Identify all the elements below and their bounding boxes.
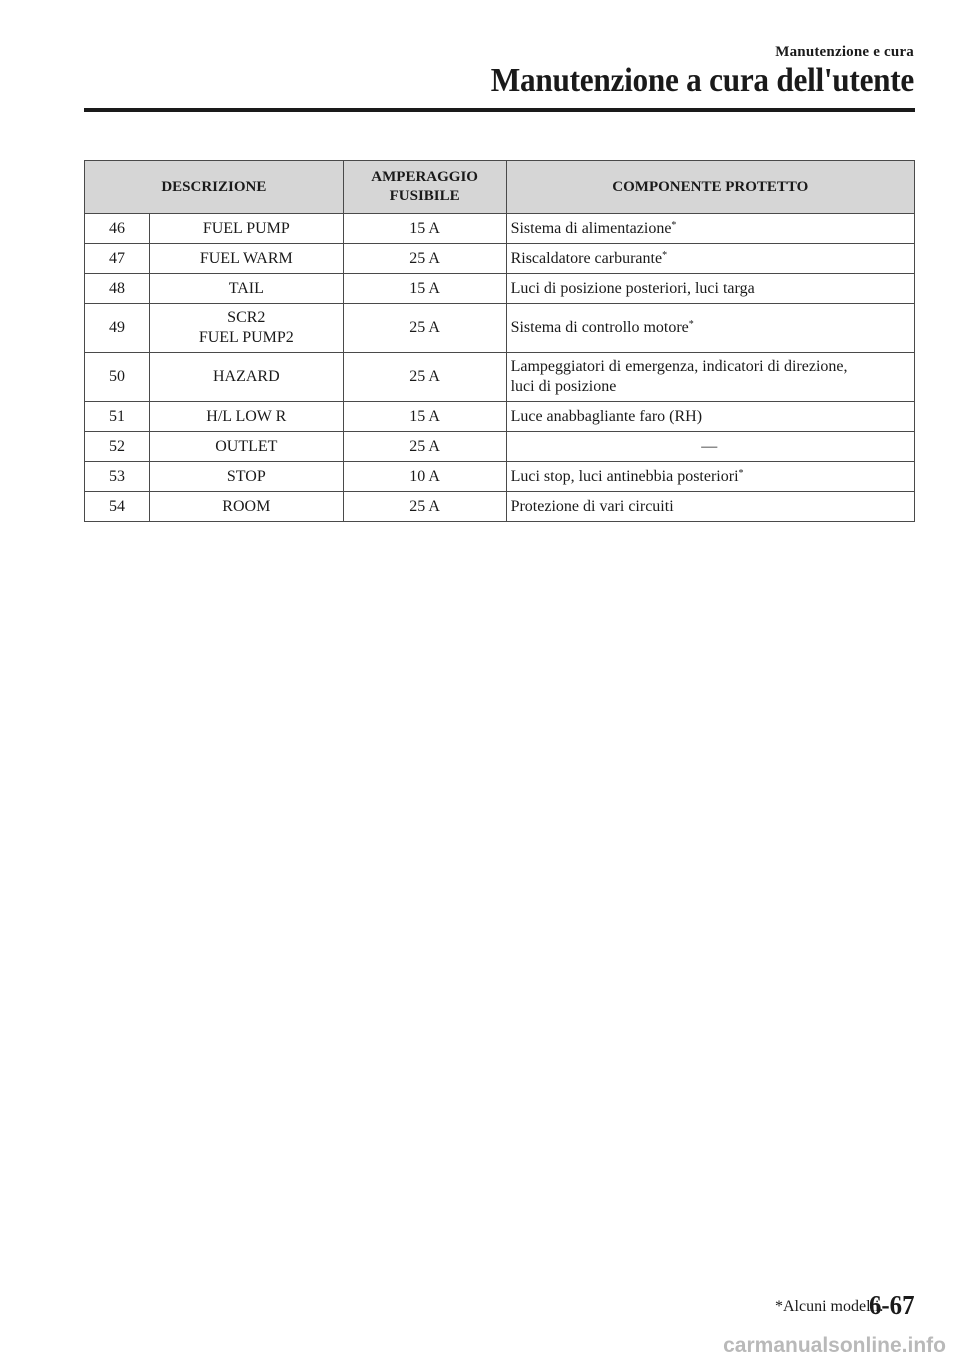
fuse-description: [149, 244, 343, 274]
table-row: [85, 244, 915, 274]
fuse-description: [149, 432, 343, 462]
table-row: [85, 274, 915, 304]
protected-component: [506, 304, 914, 353]
fuse-description-line1: OUTLET: [215, 437, 278, 455]
protected-component-line2: luci di posizione: [510, 378, 617, 395]
table-header-row: [85, 161, 915, 214]
fuse-number: 50: [85, 353, 150, 402]
protected-component: [506, 462, 914, 492]
fuse-description-line1: STOP: [226, 467, 266, 485]
protected-component: [506, 214, 914, 244]
column-header-component: COMPONENTE PROTETTO: [506, 161, 914, 214]
fuse-number: 47: [85, 244, 150, 274]
table-row: [85, 462, 915, 492]
fuse-description-line1: ROOM: [222, 497, 271, 515]
protected-component-line1: —: [701, 437, 718, 455]
fuse-description: [149, 492, 343, 522]
table-row: [85, 402, 915, 432]
fuse-table: [84, 160, 915, 522]
fuse-description-line1: HAZARD: [212, 368, 280, 385]
fuse-amperage: 15 A: [343, 214, 506, 244]
fuse-number: 49: [85, 304, 150, 353]
fuse-amperage: 10 A: [343, 462, 506, 492]
column-header-amperage-line1: AMPERAGGIO: [371, 169, 478, 185]
protected-component: [506, 492, 914, 522]
table-row: [85, 214, 915, 244]
protected-component: [506, 274, 914, 304]
protected-component-line1: Lampeggiatori di emergenza, indicatori di direzione,: [510, 358, 848, 375]
protected-component: [506, 353, 914, 402]
fuse-number: 48: [85, 274, 150, 304]
page-title: Manutenzione a cura dell'utente: [490, 62, 914, 99]
table-row: [85, 432, 915, 462]
fuse-description: [149, 462, 343, 492]
fuse-number: 54: [85, 492, 150, 522]
protected-component-line1: Luci stop, luci antinebbia posteriori: [510, 467, 739, 485]
fuse-description-line1: SCR2: [227, 309, 266, 326]
column-header-description: DESCRIZIONE: [85, 161, 344, 214]
fuse-description-line1: FUEL PUMP: [202, 219, 290, 237]
protected-component-line1: Riscaldatore carburante: [510, 249, 663, 267]
protected-component: [506, 402, 914, 432]
protected-component-line1: Protezione di vari circuiti: [510, 497, 674, 515]
fuse-description: [149, 402, 343, 432]
footnote-marker: *: [662, 249, 668, 261]
fuse-amperage: 25 A: [343, 432, 506, 462]
section-title: Manutenzione e cura: [775, 44, 914, 60]
fuse-description: [149, 304, 343, 353]
column-header-amperage: [343, 161, 506, 214]
footnote-marker: *: [671, 219, 677, 231]
fuse-description-line1: H/L LOW R: [206, 407, 287, 425]
protected-component-line1: Luci di posizione posteriori, luci targa: [510, 279, 755, 297]
footnote-marker: *: [738, 467, 744, 479]
fuse-number: 52: [85, 432, 150, 462]
page-number: 6-67: [868, 1290, 914, 1320]
fuse-description-line1: TAIL: [228, 279, 264, 297]
fuse-amperage: 15 A: [343, 274, 506, 304]
fuse-amperage: 25 A: [343, 492, 506, 522]
fuse-description: [149, 214, 343, 244]
fuse-description: [149, 274, 343, 304]
footnote: *Alcuni modelli.: [775, 1298, 884, 1315]
fuse-amperage: 25 A: [343, 353, 506, 402]
table-body: [85, 214, 915, 522]
table-row: [85, 353, 915, 402]
fuse-number: 46: [85, 214, 150, 244]
fuse-number: 53: [85, 462, 150, 492]
header-divider: [84, 108, 915, 112]
watermark: carmanualsonline.info: [723, 1334, 946, 1357]
footnote-marker: *: [688, 319, 694, 330]
fuse-description-line2: FUEL PUMP2: [198, 329, 294, 346]
fuse-description: [149, 353, 343, 402]
protected-component-line1: Luce anabbagliante faro (RH): [510, 407, 703, 425]
protected-component: [506, 244, 914, 274]
table-row: [85, 492, 915, 522]
fuse-amperage: 25 A: [343, 244, 506, 274]
fuse-amperage: 15 A: [343, 402, 506, 432]
protected-component-line1: Sistema di alimentazione: [510, 219, 672, 237]
fuse-description-line1: FUEL WARM: [199, 249, 293, 267]
protected-component: [506, 432, 914, 462]
table-row: [85, 304, 915, 353]
fuse-number: 51: [85, 402, 150, 432]
fuse-amperage: 25 A: [343, 304, 506, 353]
column-header-amperage-line2: FUSIBILE: [389, 188, 460, 204]
protected-component-line1: Sistema di controllo motore: [510, 319, 689, 336]
